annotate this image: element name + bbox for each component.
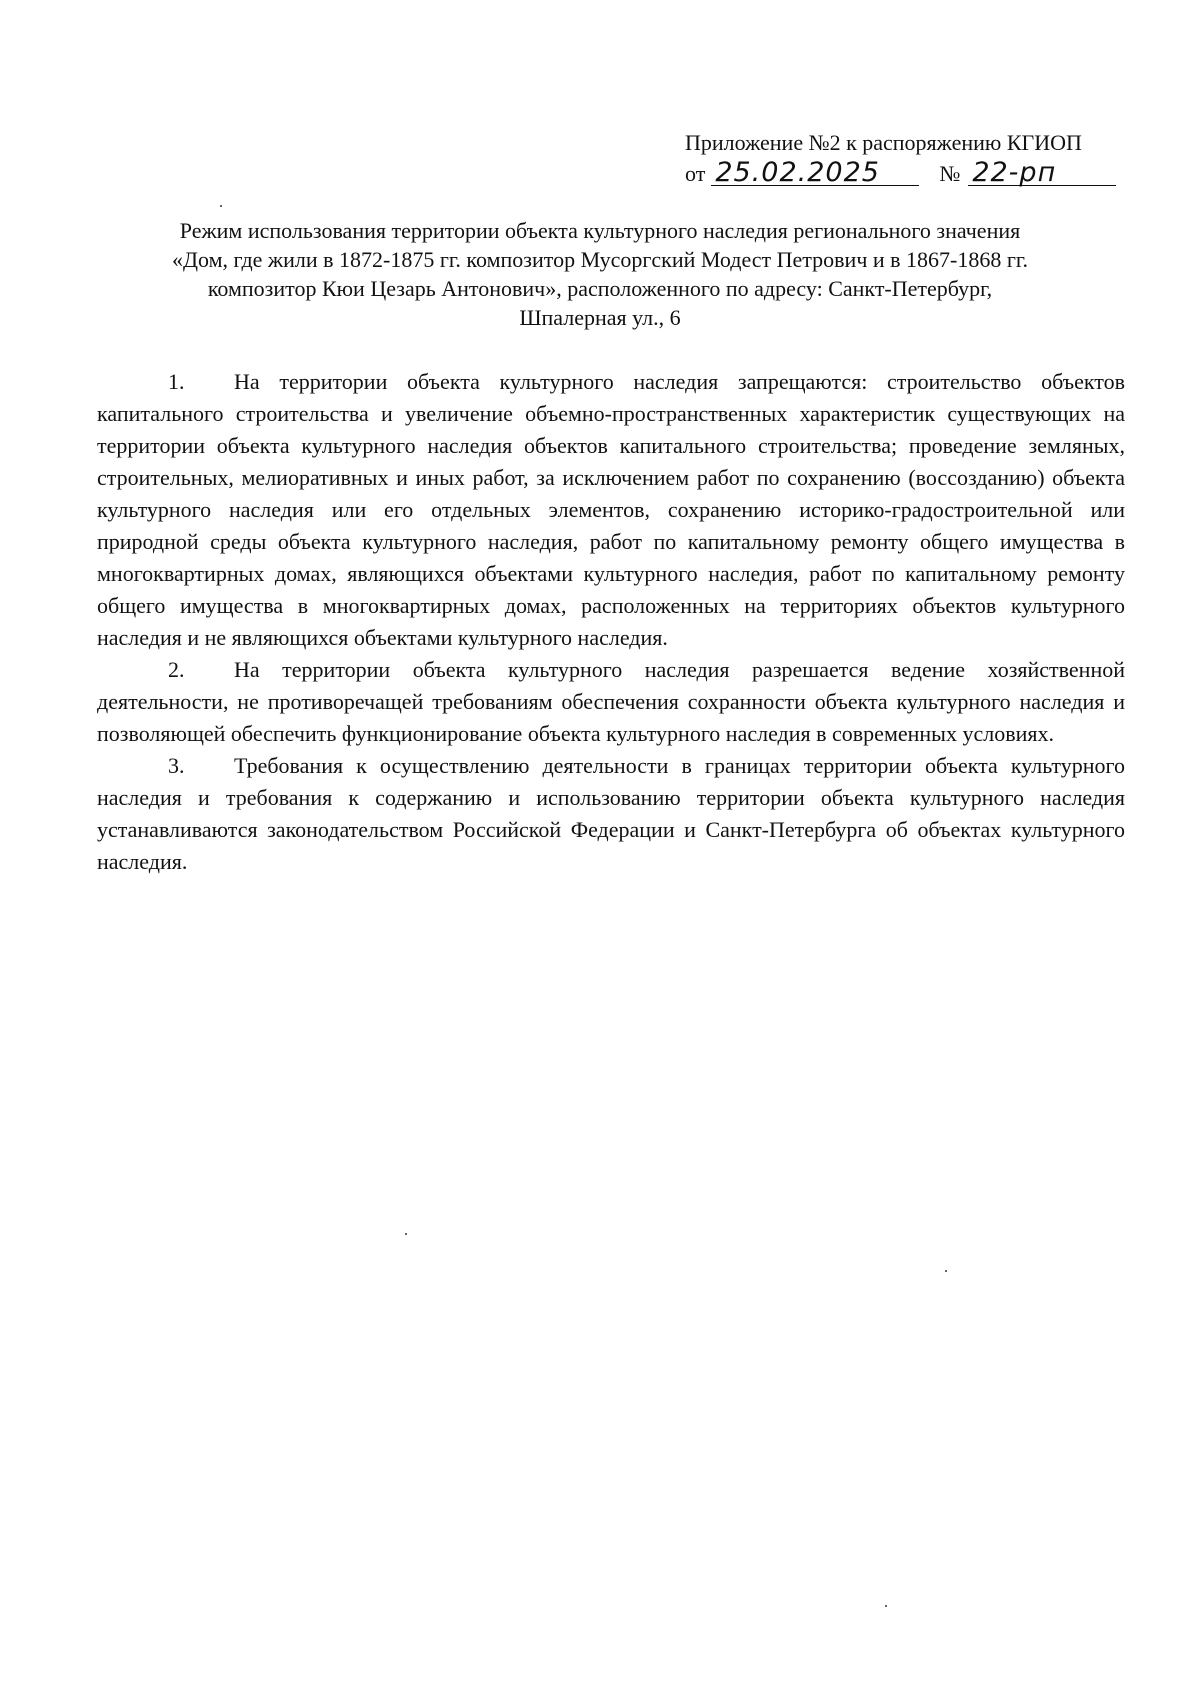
number-prefix: № (939, 161, 961, 186)
paragraph-number: 2. (168, 657, 185, 682)
title-line: Режим использования территории объекта культурного наследия регионального значения (179, 218, 1021, 243)
appendix-header (685, 128, 1125, 188)
title-line: композитор Кюи Цезарь Антонович», расположенного по адресу: Санкт-Петербург, (207, 276, 993, 301)
paragraph-1 (97, 366, 1125, 654)
order-date-number-line (685, 159, 1125, 188)
handwritten-date: 25.02.2025 (711, 161, 919, 186)
appendix-reference: Приложение №2 к распоряжению КГИОП (685, 130, 1082, 155)
document-title (100, 216, 1100, 332)
scan-speck (945, 1270, 947, 1272)
title-line: Шпалерная ул., 6 (519, 305, 681, 330)
paragraph-2 (97, 654, 1125, 750)
paragraph-text: Требования к осуществлению деятельности в границах территории объекта культурного наследия и требования к содержанию и использованию территории объекта культурного наследия устанавливаются законодательством Российской Федерации и Санкт-Петербурга об объектах культурного наследия. (97, 753, 1125, 874)
paragraph-text: На территории объекта культурного наследия запрещаются: строительство объектов капитального строительства и увеличение объемно-пространственных характеристик существующих на территории объекта культурного наследия объектов капитального строительства; проведение земляных, строительных, мелиоративных и иных работ, за исключением работ по сохранению (воссозданию) объекта культурного наследия или его отдельных элементов, сохранению историко-градостроительной или природной среды объекта культурного наследия, работ по капитальному ремонту общего имущества в многоквартирных домах, являющихся объектами культурного наследия, работ по капитальному ремонту общего имущества в многоквартирных домах, расположенных на территориях объектов культурного наследия и не являющихся объектами культурного наследия. (97, 369, 1125, 650)
paragraph-3 (97, 750, 1125, 878)
paragraph-text: На территории объекта культурного наследия разрешается ведение хозяйственной деятельности, не противоречащей требованиям обеспечения сохранности объекта культурного наследия и позволяющей обеспечить функционирование объекта культурного наследия в современных условиях. (97, 657, 1125, 746)
scan-speck (405, 1233, 407, 1235)
title-line: «Дом, где жили в 1872-1875 гг. композитор Мусоргский Модест Петрович и в 1867-1868 гг. (172, 247, 1028, 272)
document-body (97, 366, 1125, 878)
paragraph-number: 3. (168, 753, 185, 778)
scan-speck (220, 205, 222, 207)
paragraph-number: 1. (168, 369, 185, 394)
handwritten-order-number: 22-рп (968, 161, 1116, 186)
scan-speck (885, 1605, 887, 1607)
date-prefix: от (685, 161, 706, 186)
